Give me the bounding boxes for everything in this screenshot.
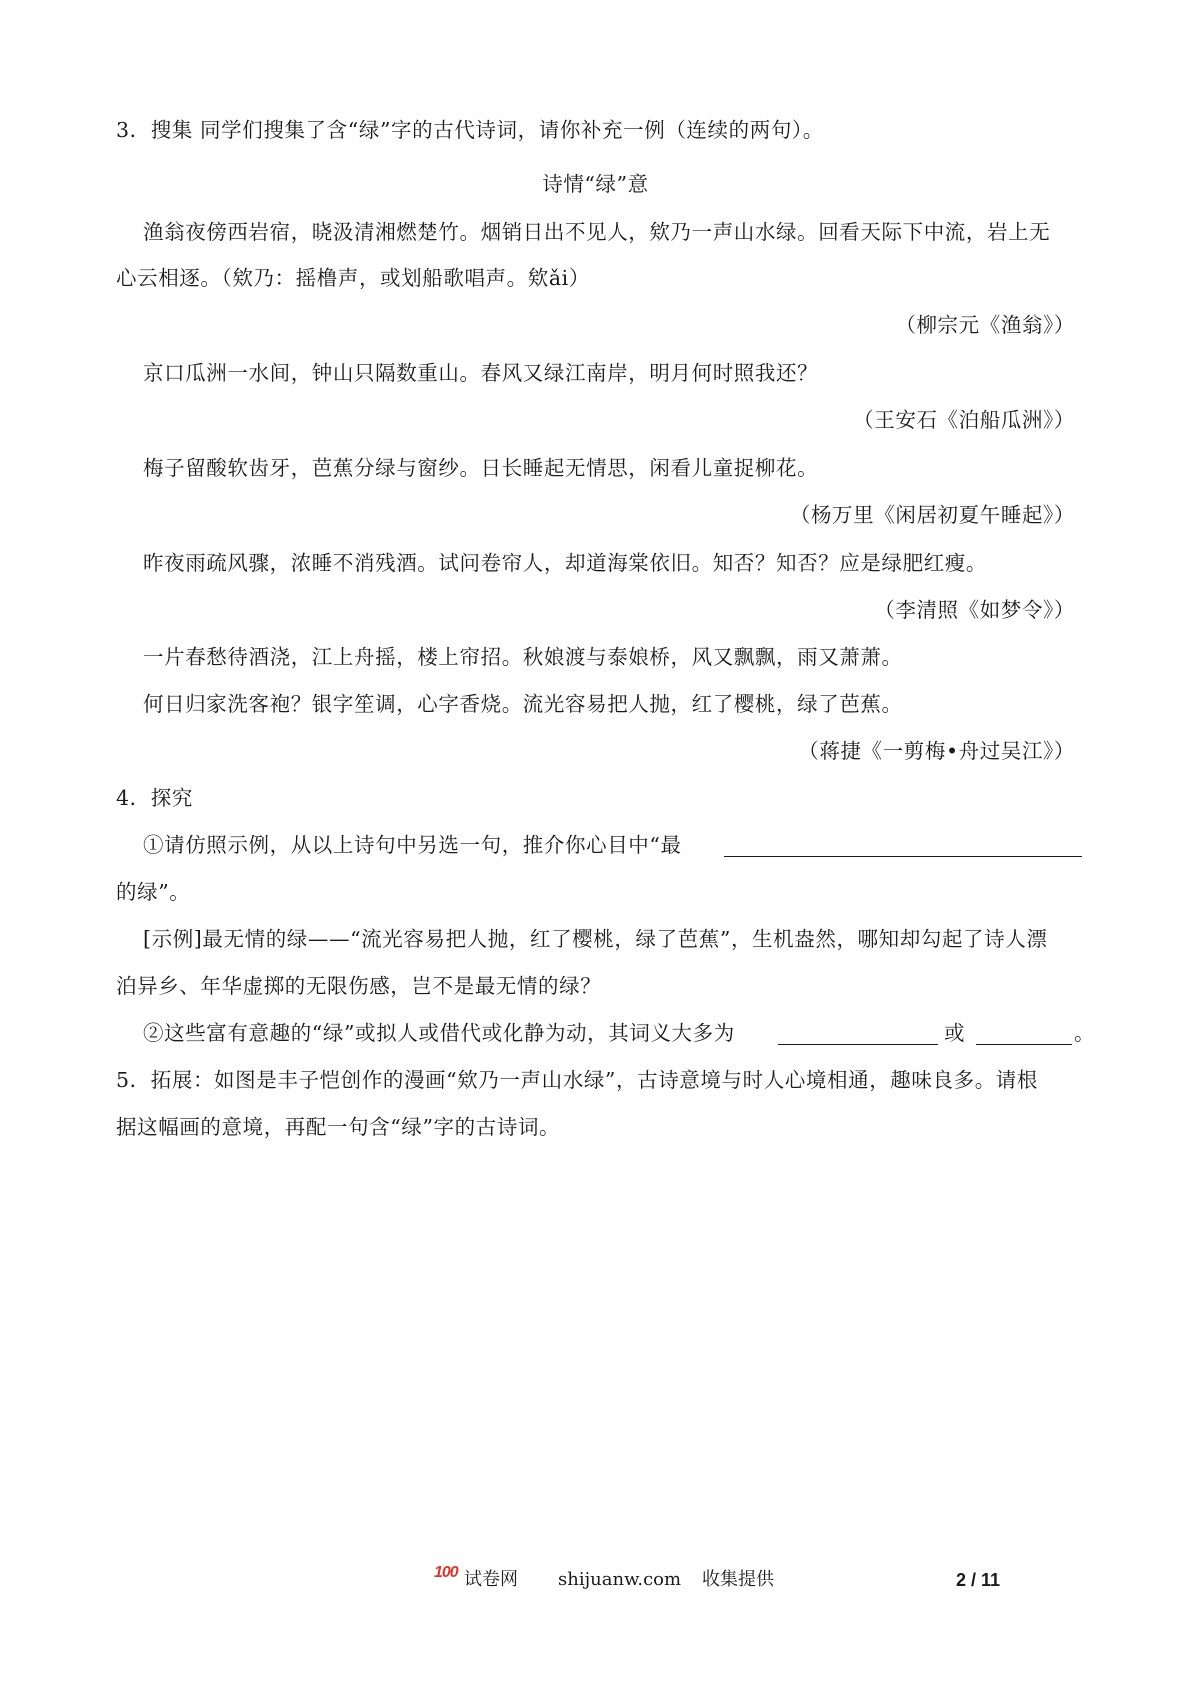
example-line: [示例]最无情的绿——“流光容易把人抛，红了樱桃，绿了芭蕉”，生机盎然，哪知却勾起了诗人漂 [143,927,1048,951]
answer-blank[interactable] [976,1022,1072,1045]
example-line: 泊异乡、年华虚掷的无限伤感，岂不是最无情的绿？ [116,974,602,998]
poem-source: （杨万里《闲居初夏午睡起》） [789,503,1075,527]
q4-part1-cont: 的绿”。 [116,880,191,904]
poem-source: （王安石《泊船瓜洲》） [853,408,1075,432]
q4-part2-or: 或 [944,1021,966,1045]
poem-line: 何日归家洗客袍？银字笙调，心字香烧。流光容易把人抛，红了樱桃，绿了芭蕉。 [143,692,903,716]
q3-header: 3．搜集 同学们搜集了含“绿”字的古代诗词，请你补充一例（连续的两句）。 [116,118,824,142]
poem-source: （蒋捷《一剪梅•舟过吴江》） [798,739,1075,763]
poem-line: 心云相逐。（欸乃：摇橹声，或划船歌唱声。欸ǎi） [116,266,590,290]
poem-line: 昨夜雨疏风骤，浓睡不消残酒。试问卷帘人，却道海棠依旧。知否？知否？应是绿肥红瘦。 [143,551,987,575]
poem-line: 一片春愁待酒浇，江上舟摇，楼上帘招。秋娘渡与泰娘桥，风又飘飘，雨又萧萧。 [143,645,903,669]
q4-header: 4．探究 [116,786,193,810]
page-number: 2 / 11 [956,1570,1001,1590]
answer-blank[interactable] [724,834,1082,857]
site-logo: 100 [434,1564,458,1581]
q4-part1-line [143,831,682,859]
section-title: 诗情“绿”意 [542,172,649,196]
q4-part2-end: 。 [1074,1021,1096,1045]
answer-blank[interactable] [778,1022,938,1045]
q5-line: 5．拓展：如图是丰子恺创作的漫画“欸乃一声山水绿”，古诗意境与时人心境相通，趣味良多。请根 [116,1068,1039,1092]
poem-line: 渔翁夜傍西岩宿，晓汲清湘燃楚竹。烟销日出不见人，欸乃一声山水绿。回看天际下中流，岩上无 [143,220,1051,244]
footer-provided: 收集提供 [702,1569,774,1590]
poem-line: 京口瓜洲一水间，钟山只隔数重山。春风又绿江南岸，明月何时照我还？ [143,361,819,385]
poem-line: 梅子留酸软齿牙，芭蕉分绿与窗纱。日长睡起无情思，闲看儿童捉柳花。 [143,456,819,480]
poem-source: （柳宗元《渔翁》） [895,313,1075,337]
footer-domain: shijuanw.com [558,1569,682,1590]
poem-source: （李清照《如梦令》） [874,598,1075,622]
q4-part2-text: ②这些富有意趣的“绿”或拟人或借代或化静为动，其词义大多为 [143,1021,735,1045]
q4-part1-text: ①请仿照示例，从以上诗句中另选一句，推介你心目中“最 [143,833,682,857]
footer-site-name: 试卷网 [464,1569,518,1590]
q5-line: 据这幅画的意境，再配一句含“绿”字的古诗词。 [116,1115,561,1139]
